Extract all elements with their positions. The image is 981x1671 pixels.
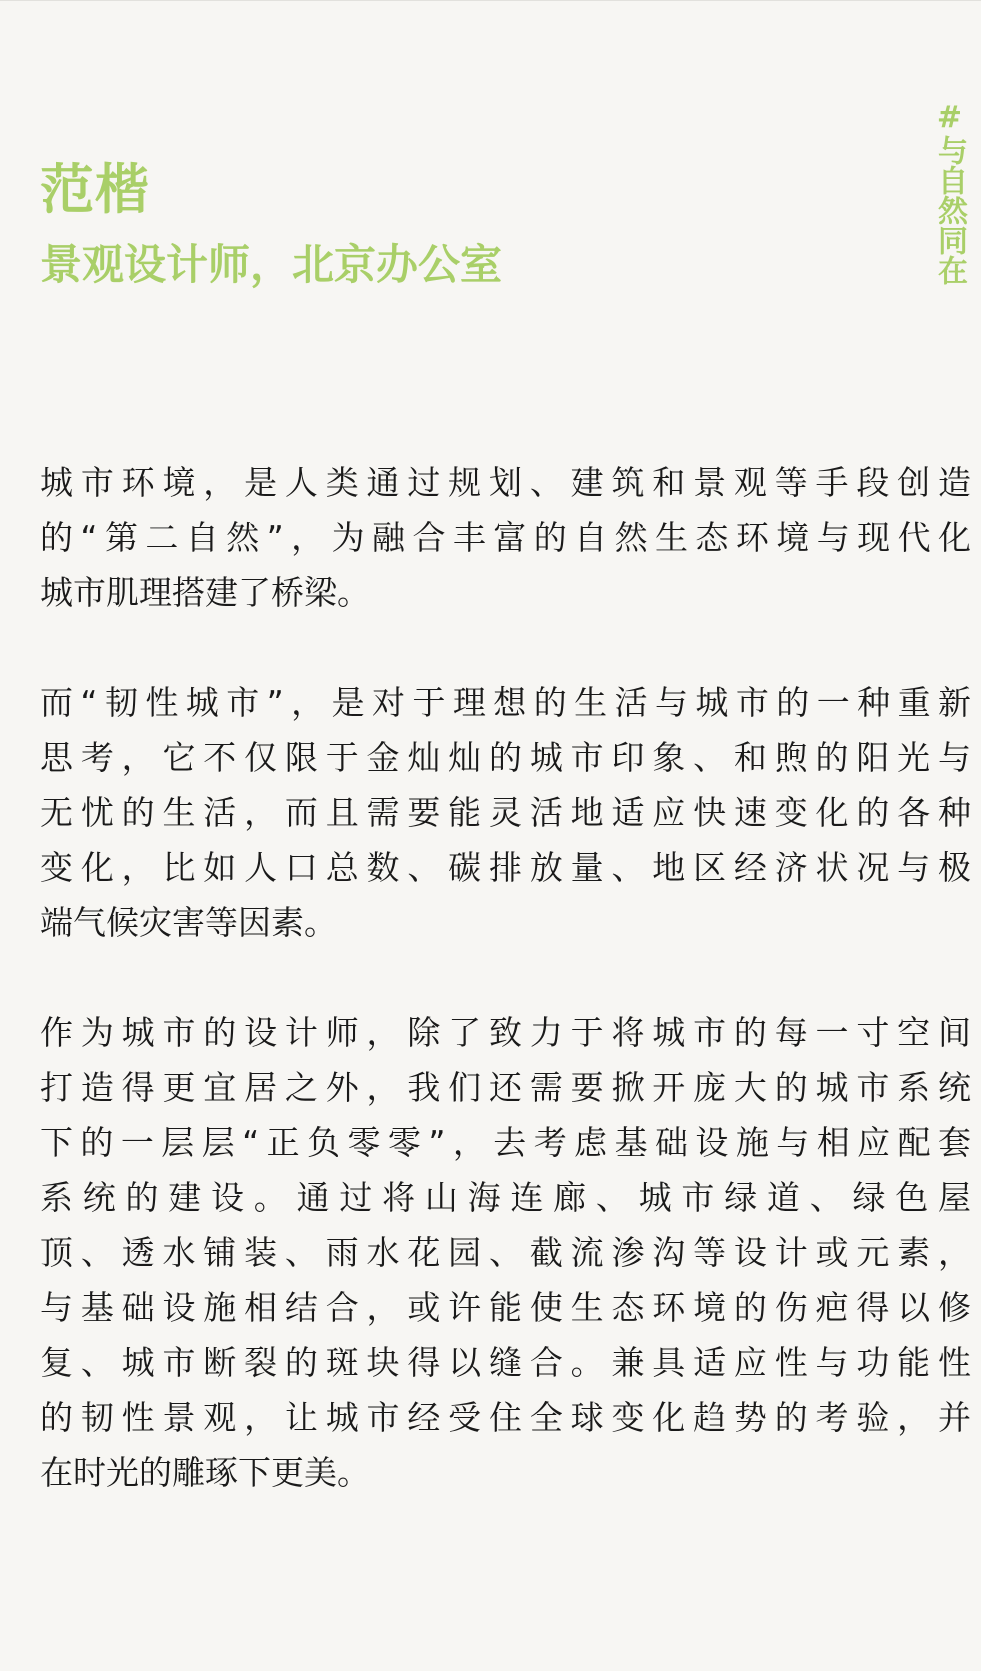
text-line: 顶、透水铺装、雨水花园、截流渗沟等设计或元素， bbox=[40, 1233, 971, 1272]
text-line: 与基础设施相结合，或许能使生态环境的伤疤得以修 bbox=[40, 1288, 971, 1327]
article-body bbox=[40, 455, 971, 1555]
text-line: 作为城市的设计师，除了致力于将城市的每一寸空间 bbox=[40, 1013, 971, 1052]
top-divider bbox=[0, 0, 981, 1]
text-line: 而“韧性城市”，是对于理想的生活与城市的一种重新 bbox=[40, 683, 971, 722]
text-line: 城市环境，是人类通过规划、建筑和景观等手段创造 bbox=[40, 463, 971, 502]
author-name: 范楷 bbox=[40, 158, 150, 221]
text-line: 变化，比如人口总数、碳排放量、地区经济状况与极 bbox=[40, 848, 971, 887]
text-line: 下的一层层“正负零零”，去考虑基础设施与相应配套 bbox=[40, 1123, 971, 1162]
text-line: 思考，它不仅限于金灿灿的城市印象、和煦的阳光与 bbox=[40, 738, 971, 777]
paragraph bbox=[40, 675, 971, 950]
text-line: 在时光的雕琢下更美。 bbox=[40, 1453, 370, 1492]
text-line: 系统的建设。通过将山海连廊、城市绿道、绿色屋 bbox=[40, 1178, 971, 1217]
paragraph bbox=[40, 455, 971, 620]
text-line: 城市肌理搭建了桥梁。 bbox=[40, 573, 370, 612]
author-role: 景观设计师，北京办公室 bbox=[40, 240, 503, 289]
text-line: 的韧性景观，让城市经受住全球变化趋势的考验，并 bbox=[40, 1398, 971, 1437]
text-line: 的“第二自然”，为融合丰富的自然生态环境与现代化 bbox=[40, 518, 971, 557]
text-line: 复、城市断裂的斑块得以缝合。兼具适应性与功能性 bbox=[40, 1343, 971, 1382]
text-line: 打造得更宜居之外，我们还需要掀开庞大的城市系统 bbox=[40, 1068, 971, 1107]
paragraph bbox=[40, 1005, 971, 1500]
hashtag-label: #与自然同在 bbox=[932, 100, 967, 285]
text-line: 无忧的生活，而且需要能灵活地适应快速变化的各种 bbox=[40, 793, 971, 832]
text-line: 端气候灾害等因素。 bbox=[40, 903, 337, 942]
